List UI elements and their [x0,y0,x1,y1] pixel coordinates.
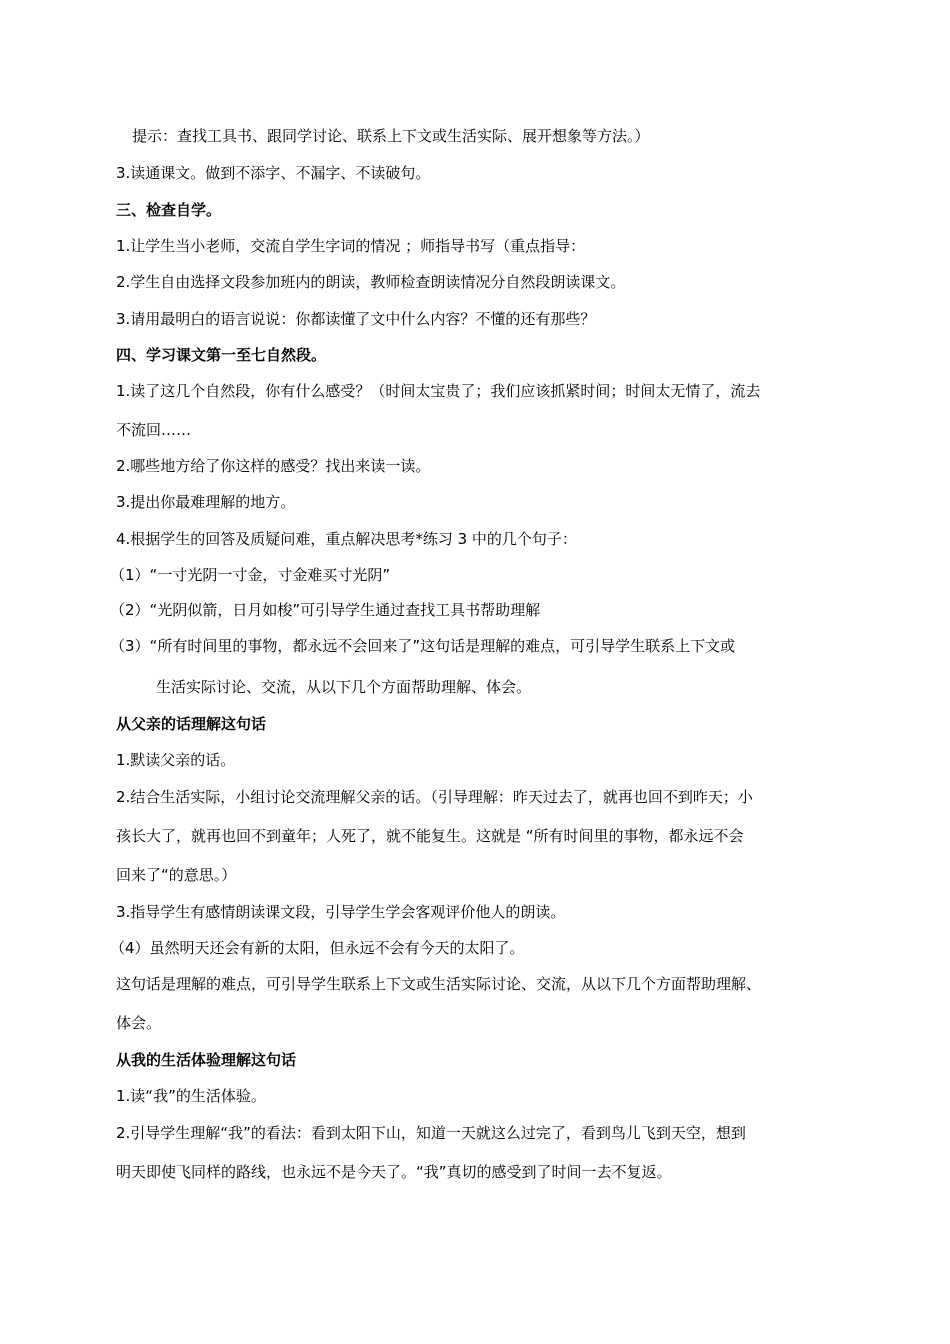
sentence-item: （3）“所有时间里的事物，都永远不会回来了”这句话是理解的难点，可引导学生联系上下文或 [110,637,736,655]
section-heading: 三、检查自学。 [116,201,222,219]
paragraph: 1.读了这几个自然段，你有什么感受？（时间太宝贵了；我们应该抓紧时间；时间太无情了，流去 [116,382,761,400]
sentence-item: （1）“一寸光阴一寸金，寸金难买寸光阴” [110,566,391,584]
paragraph-continuation: 不流回…… [116,421,192,439]
paragraph-continuation: 明天即使飞同样的路线，也永远不是今天了。“我”真切的感受到了时间一去不复返。 [116,1163,672,1181]
paragraph: 2.引导学生理解“我”的看法：看到太阳下山，知道一天就这么过完了，看到鸟儿飞到天空，想到 [116,1124,746,1142]
section-heading: 四、学习课文第一至七自然段。 [116,346,327,364]
hint-line: 提示：查找工具书、跟同学讨论、联系上下文或生活实际、展开想象等方法。） [132,127,650,145]
paragraph: 1.默读父亲的话。 [116,751,236,769]
sentence-item: （4）虽然明天还会有新的太阳，但永远不会有今天的太阳了。 [110,939,525,957]
paragraph-continuation: 体会。 [116,1014,162,1032]
paragraph: 2.学生自由选择文段参加班内的朗读，教师检查朗读情况分自然段朗读课文。 [116,273,626,291]
paragraph: 4.根据学生的回答及质疑问难，重点解决思考*练习 3 中的几个句子： [116,530,577,548]
paragraph: 3.提出你最难理解的地方。 [116,493,296,511]
paragraph-continuation: 回来了“的意思。） [116,866,237,884]
subsection-heading: 从父亲的话理解这句话 [116,715,267,733]
paragraph: 2.哪些地方给了你这样的感受？找出来读一读。 [116,457,431,475]
sentence-item: （2）“光阴似箭，日月如梭”可引导学生通过查找工具书帮助理解 [110,601,541,619]
paragraph: 3.请用最明白的语言说说：你都读懂了文中什么内容？不懂的还有那些？ [116,310,596,328]
paragraph: 3.指导学生有感情朗读课文段，引导学生学会客观评价他人的朗读。 [116,903,566,921]
paragraph: 1.让学生当小老师，交流自学生字词的情况 ；师指导书写（重点指导： [116,237,586,255]
subsection-heading: 从我的生活体验理解这句话 [116,1051,297,1069]
paragraph-continuation: 孩长大了，就再也回不到童年；人死了，就不能复生。这就是 “所有时间里的事物，都永远不会 [116,827,744,845]
paragraph: 2.结合生活实际，小组讨论交流理解父亲的话。（引导理解：昨天过去了，就再也回不到昨天；小 [116,788,753,806]
paragraph: 这句话是理解的难点，可引导学生联系上下文或生活实际讨论、交流，从以下几个方面帮助理解、 [116,975,762,993]
paragraph: 1.读“我”的生活体验。 [116,1087,266,1105]
sentence-item-continuation: 生活实际讨论、交流，从以下几个方面帮助理解、体会。 [156,678,532,696]
paragraph: 3.读通课文。做到不添字、不漏字、不读破句。 [116,164,431,182]
